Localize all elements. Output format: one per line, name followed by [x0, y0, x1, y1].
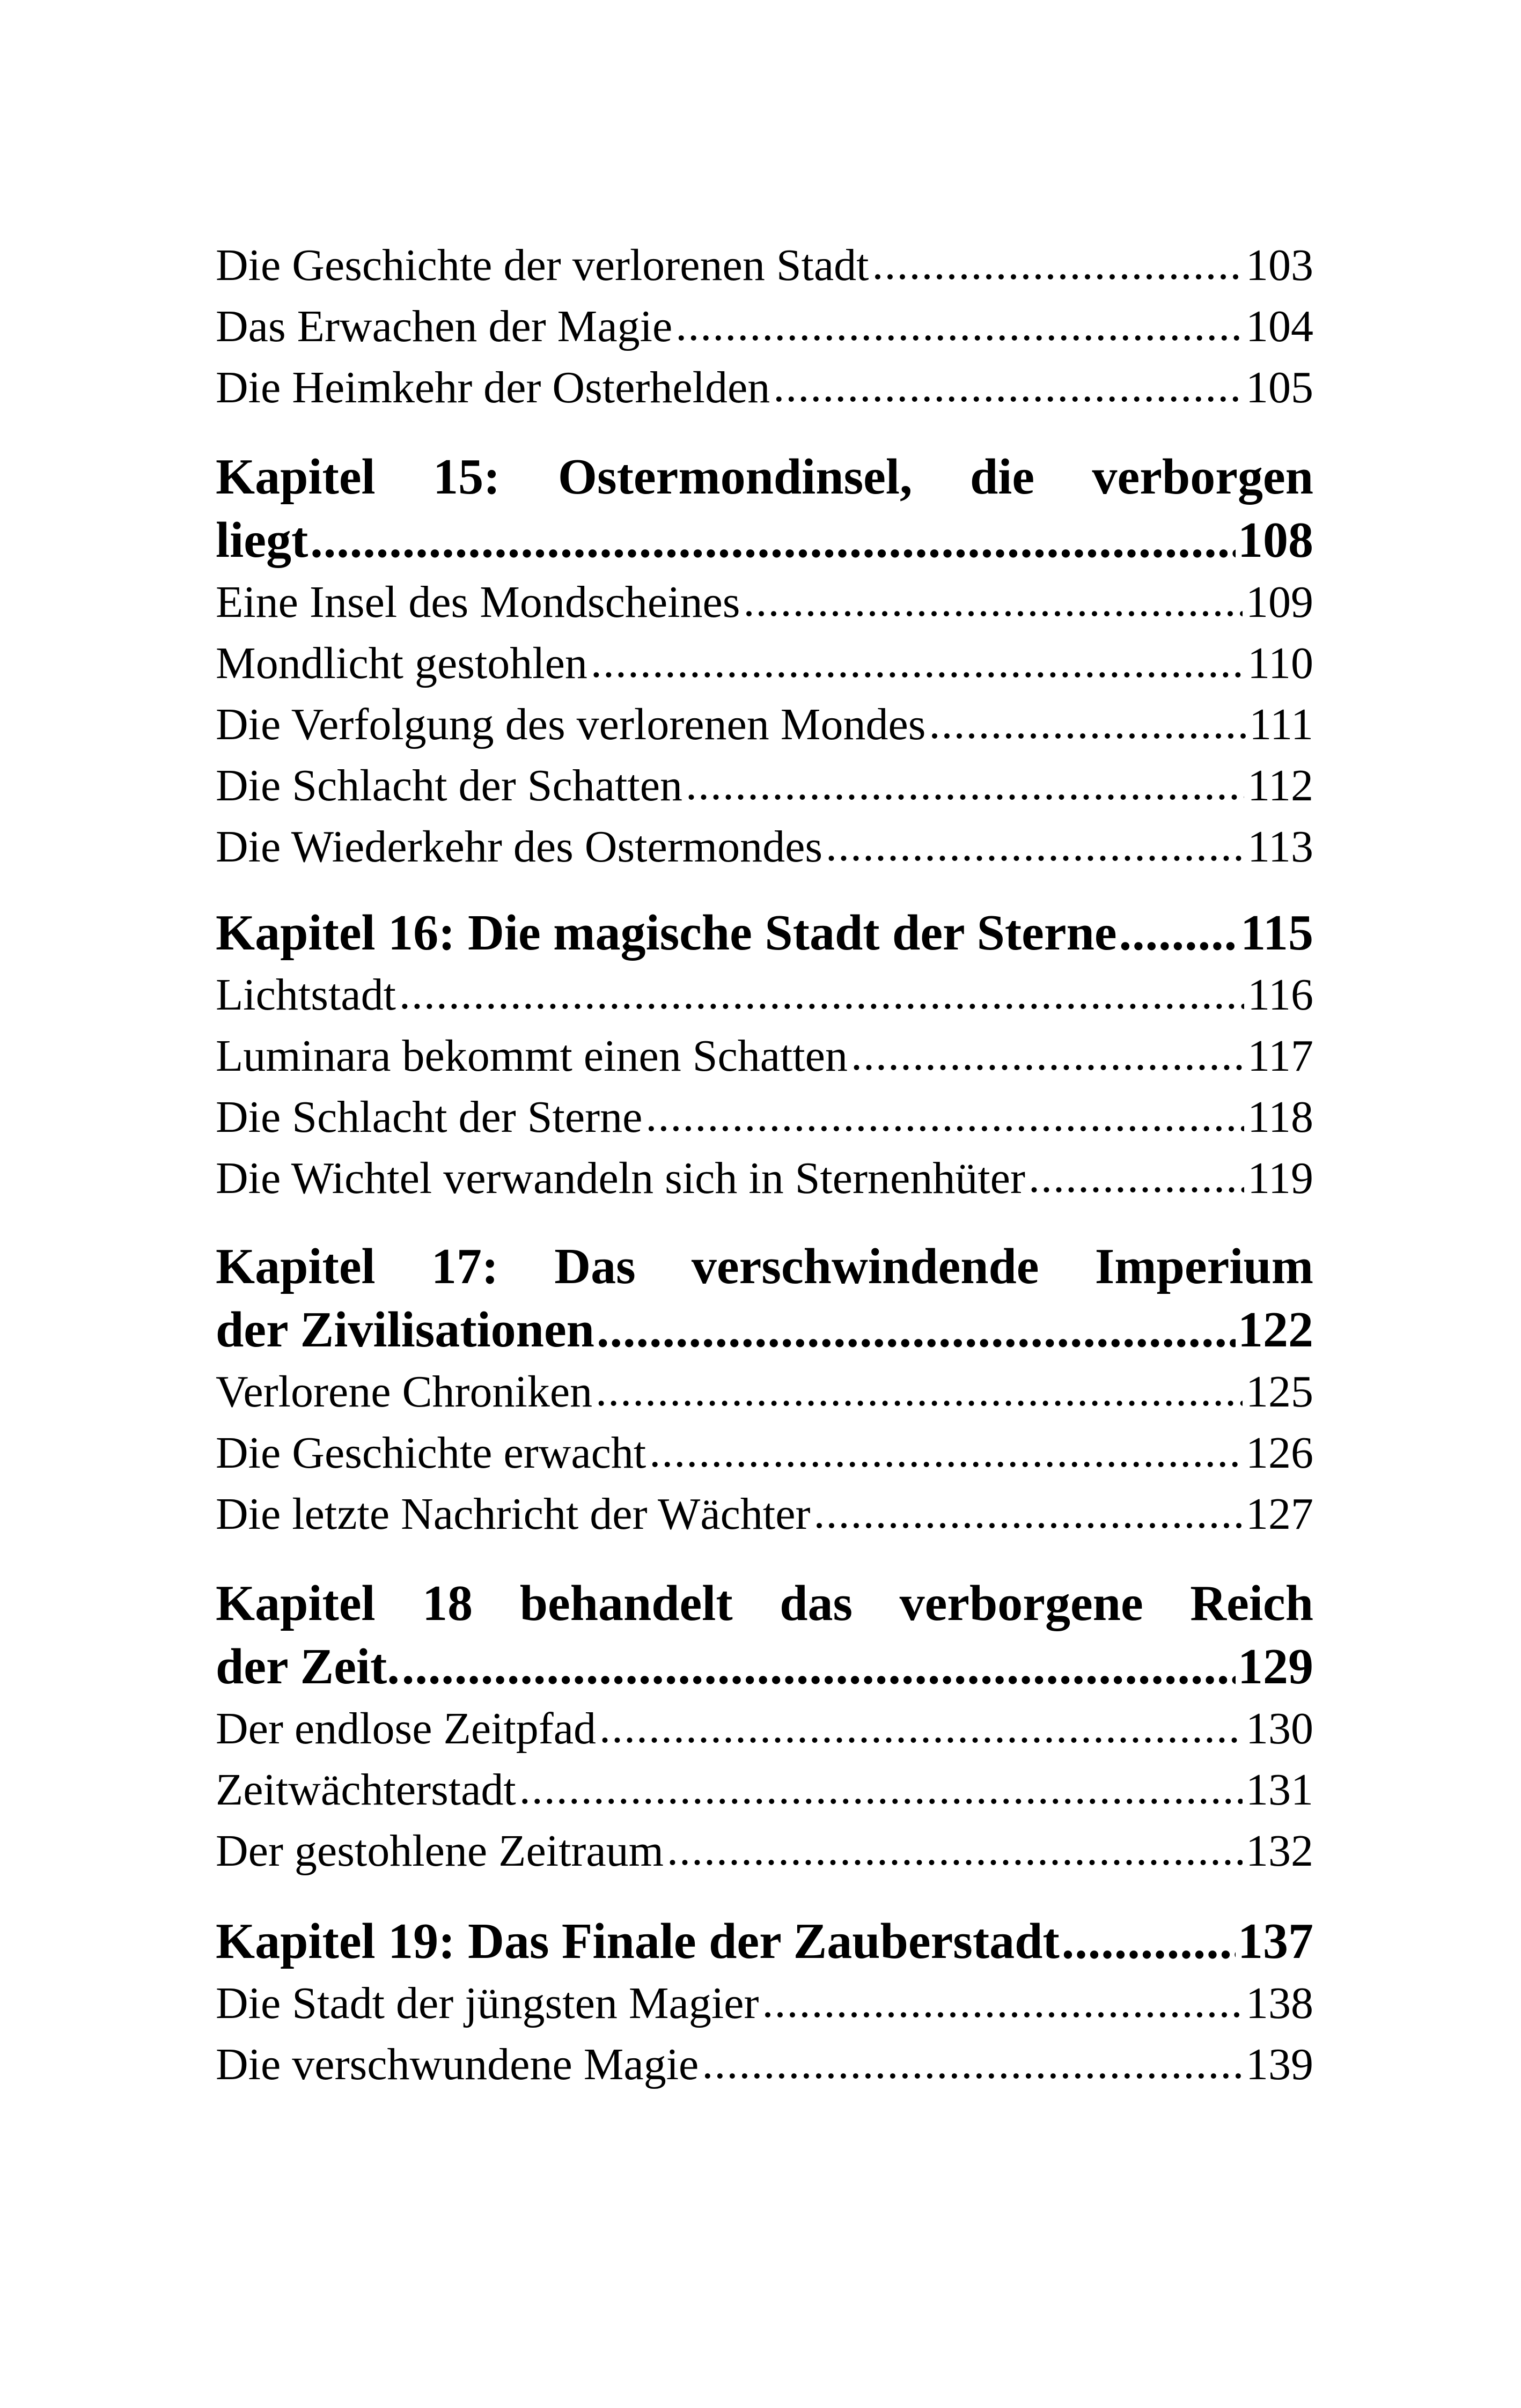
toc-entry-title: Der endlose Zeitpfad — [216, 1704, 597, 1754]
toc-entry-page: 105 — [1246, 363, 1313, 413]
toc-entry-title: Verlorene Chroniken — [216, 1367, 593, 1417]
chapter-title: Kapitel 19: Das Finale der Zauberstadt — [216, 1913, 1060, 1969]
toc-entry[interactable] — [216, 1484, 1313, 1545]
chapter-title-line2: liegt — [216, 512, 308, 568]
toc-entry-title: Die Stadt der jüngsten Magier — [216, 1978, 759, 2028]
toc-entry-title: Die Verfolgung des verlorenen Mondes — [216, 699, 926, 749]
chapter-heading[interactable] — [216, 1572, 1313, 1698]
toc-entry-title: Die Wiederkehr des Ostermondes — [216, 822, 823, 872]
toc-entry[interactable] — [216, 1361, 1313, 1423]
dot-leader — [399, 964, 1244, 1025]
toc-entry[interactable] — [216, 1821, 1313, 1882]
toc-entry-title: Mondlicht gestohlen — [216, 638, 587, 688]
toc-chapter-15 — [216, 445, 1313, 878]
chapter-page: 115 — [1240, 905, 1313, 961]
toc-entry-page: 104 — [1246, 301, 1313, 351]
chapter-heading[interactable] — [216, 901, 1313, 964]
chapter-page: 137 — [1238, 1913, 1313, 1969]
dot-leader — [826, 816, 1244, 877]
toc-entry-page: 117 — [1247, 1031, 1313, 1081]
toc-chapter-19 — [216, 1910, 1313, 2095]
chapter-page: 129 — [1238, 1639, 1313, 1695]
chapter-title-line1: Kapitel 18 behandelt das verborgene Reich — [216, 1575, 1313, 1631]
toc-entry-page: 110 — [1247, 638, 1313, 688]
toc-entry[interactable] — [216, 1148, 1313, 1209]
toc-entry[interactable] — [216, 1026, 1313, 1087]
toc-entry[interactable] — [216, 1423, 1313, 1484]
toc-entry-title: Luminara bekommt einen Schatten — [216, 1031, 848, 1081]
dot-leader — [1062, 1910, 1236, 1973]
toc-entry-page: 111 — [1249, 699, 1313, 749]
toc-intro-section — [216, 235, 1313, 418]
toc-entry[interactable] — [216, 357, 1313, 418]
toc-chapter-16 — [216, 901, 1313, 1209]
chapter-title-line1: Kapitel 17: Das verschwindende Imperium — [216, 1239, 1313, 1294]
chapter-heading[interactable] — [216, 1235, 1313, 1361]
toc-entry-page: 103 — [1246, 240, 1313, 290]
toc-entry-page: 112 — [1247, 761, 1313, 811]
dot-leader — [402, 1635, 1236, 1698]
dot-leader — [667, 1821, 1243, 1881]
toc-entry-title: Die Heimkehr der Osterhelden — [216, 363, 770, 413]
toc-entry-title: Die verschwundene Magie — [216, 2039, 699, 2089]
toc-entry-page: 126 — [1246, 1428, 1313, 1478]
chapter-title-line1: Kapitel 15: Ostermondinsel, die verborgen — [216, 449, 1313, 505]
dot-leader — [814, 1484, 1243, 1544]
chapter-heading[interactable] — [216, 445, 1313, 572]
dot-leader — [929, 694, 1246, 754]
toc-entry-title: Die Geschichte erwacht — [216, 1428, 646, 1478]
toc-entry-page: 127 — [1246, 1489, 1313, 1539]
toc-entry[interactable] — [216, 572, 1313, 633]
toc-page — [216, 0, 1313, 2408]
toc-entry-title: Lichtstadt — [216, 970, 396, 1020]
dot-leader — [1028, 1148, 1244, 1208]
toc-entry[interactable] — [216, 755, 1313, 816]
toc-entry-title: Die Geschichte der verlorenen Stadt — [216, 240, 869, 290]
toc-entry-page: 113 — [1247, 822, 1313, 872]
dot-leader — [702, 2034, 1243, 2094]
toc-entry[interactable] — [216, 633, 1313, 694]
chapter-heading[interactable] — [216, 1910, 1313, 1973]
dot-leader — [762, 1973, 1243, 2033]
toc-entry-title: Die Wichtel verwandeln sich in Sternenhüter — [216, 1153, 1025, 1203]
dot-leader — [649, 1423, 1243, 1483]
toc-entry[interactable] — [216, 1087, 1313, 1148]
chapter-page: 108 — [1238, 512, 1313, 568]
toc-entry-title: Das Erwachen der Magie — [216, 301, 673, 351]
chapter-title: Kapitel 16: Die magische Stadt der Sterne — [216, 905, 1117, 961]
toc-entry[interactable] — [216, 964, 1313, 1026]
dot-leader — [645, 1087, 1244, 1147]
toc-entry-page: 125 — [1246, 1367, 1313, 1417]
toc-entry[interactable] — [216, 2034, 1313, 2095]
dot-leader — [310, 509, 1236, 572]
toc-entry[interactable] — [216, 1973, 1313, 2034]
toc-chapter-18 — [216, 1572, 1313, 1882]
toc-entry-page: 130 — [1246, 1704, 1313, 1754]
toc-entry-title: Zeitwächterstadt — [216, 1765, 516, 1815]
toc-entry[interactable] — [216, 816, 1313, 878]
toc-entry[interactable] — [216, 1698, 1313, 1759]
toc-entry-page: 118 — [1247, 1092, 1313, 1142]
toc-entry-page: 119 — [1247, 1153, 1313, 1203]
toc-entry-title: Die letzte Nachricht der Wächter — [216, 1489, 811, 1539]
dot-leader — [675, 296, 1243, 356]
dot-leader — [599, 1698, 1243, 1758]
dot-leader — [686, 755, 1244, 815]
chapter-page: 122 — [1238, 1302, 1313, 1358]
toc-entry-title: Die Schlacht der Sterne — [216, 1092, 643, 1142]
toc-entry-page: 138 — [1246, 1978, 1313, 2028]
dot-leader — [591, 633, 1244, 693]
toc-entry-page: 109 — [1246, 577, 1313, 627]
toc-entry-page: 116 — [1247, 970, 1313, 1020]
toc-entry-page: 132 — [1246, 1826, 1313, 1876]
chapter-title-line2: der Zeit. — [216, 1639, 400, 1695]
toc-chapter-17 — [216, 1235, 1313, 1545]
toc-entry-page: 131 — [1246, 1765, 1313, 1815]
toc-entry-title: Eine Insel des Mondscheines — [216, 577, 740, 627]
toc-entry[interactable] — [216, 694, 1313, 755]
toc-entry-page: 139 — [1246, 2039, 1313, 2089]
chapter-title-line2: der Zivilisationen — [216, 1302, 594, 1358]
dot-leader — [1119, 901, 1239, 964]
toc-entry-title: Der gestohlene Zeitraum — [216, 1826, 664, 1876]
dot-leader — [851, 1026, 1244, 1086]
dot-leader — [519, 1759, 1243, 1820]
dot-leader — [597, 1298, 1236, 1361]
toc-entry[interactable] — [216, 1759, 1313, 1821]
dot-leader — [596, 1361, 1243, 1422]
dot-leader — [872, 235, 1243, 295]
dot-leader — [743, 572, 1243, 632]
toc-entry[interactable] — [216, 235, 1313, 296]
toc-entry-title: Die Schlacht der Schatten — [216, 761, 683, 811]
toc-entry[interactable] — [216, 296, 1313, 357]
dot-leader — [773, 357, 1243, 417]
